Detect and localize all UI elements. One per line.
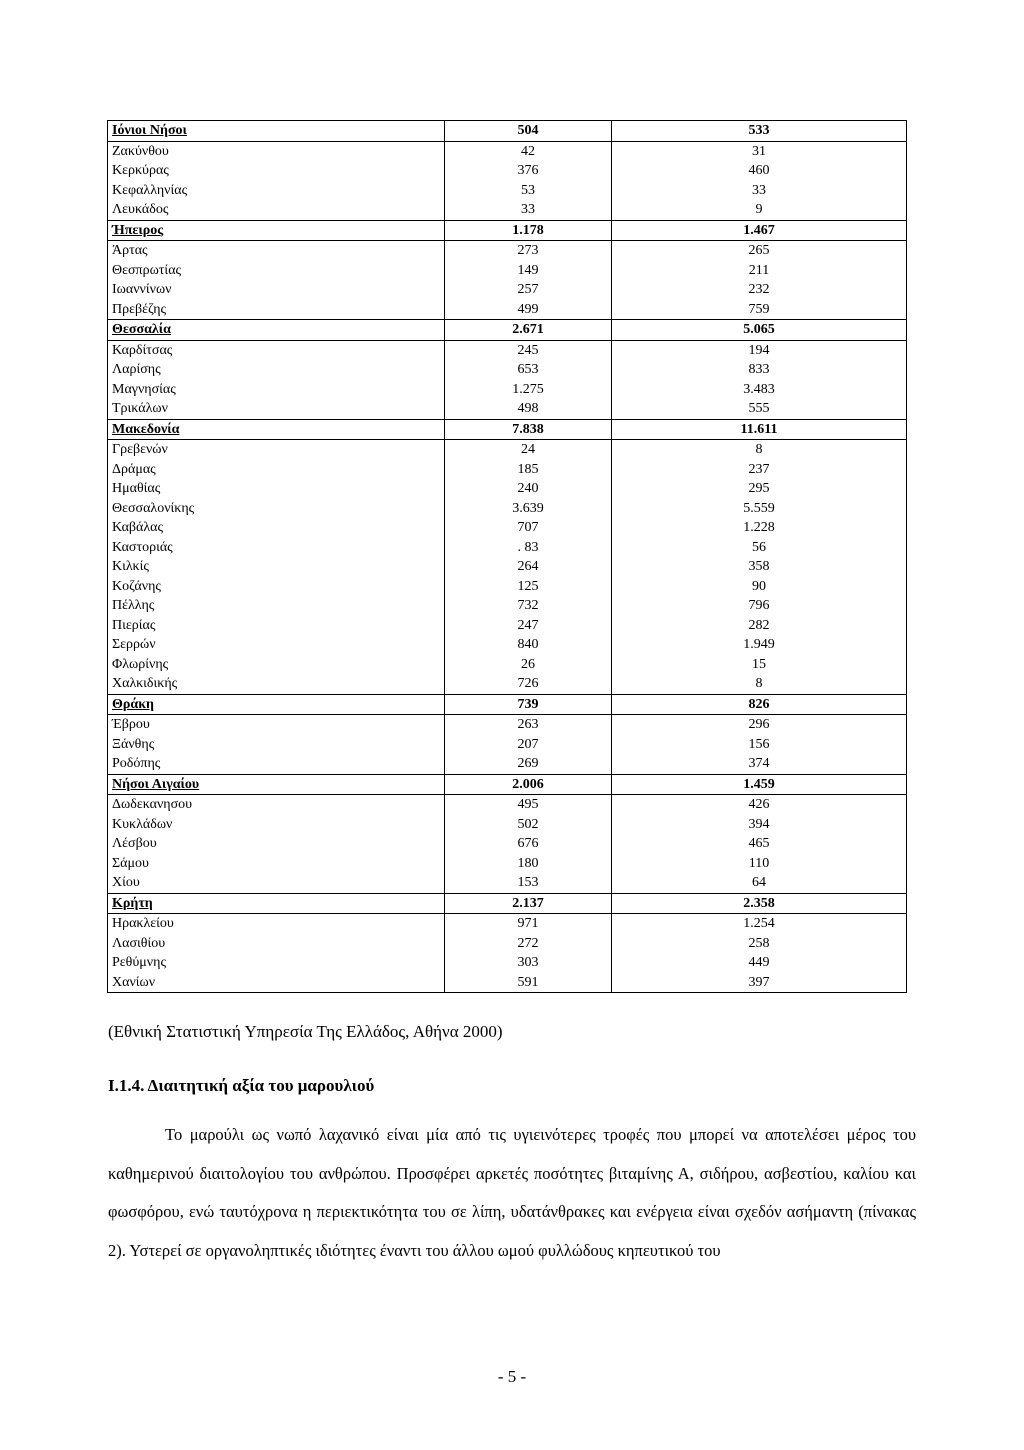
row-value-2-cell: 8	[612, 440, 907, 460]
row-name-cell: Ηρακλείου	[112, 916, 174, 931]
row-value-2-cell: 237	[612, 460, 907, 480]
table-row	[108, 655, 907, 675]
row-value-2-cell: 460	[612, 161, 907, 181]
row-name-cell: Καβάλας	[112, 520, 164, 535]
row-value-1-cell: 2.006	[445, 774, 612, 795]
row-value-1-cell: 504	[445, 121, 612, 142]
row-value-1-cell: 263	[445, 715, 612, 735]
table-row	[108, 460, 907, 480]
row-value-2-cell: 374	[612, 754, 907, 774]
region-row	[108, 694, 907, 715]
row-name-cell: Ξάνθης	[112, 736, 155, 752]
row-value-1-cell: 1.275	[445, 380, 612, 400]
table-row	[108, 674, 907, 694]
table-row	[108, 261, 907, 281]
row-value-2-cell: 295	[612, 479, 907, 499]
row-name-cell: Μακεδονία	[108, 419, 445, 440]
table-body	[108, 121, 907, 993]
row-name-cell: Μαγνησίας	[112, 381, 176, 397]
row-name-cell: Έβρου	[112, 717, 150, 732]
row-name-cell: Δωδεκανησου	[112, 797, 193, 812]
table-row	[108, 815, 907, 835]
table-row	[108, 360, 907, 380]
row-name-cell: Λασιθίου	[112, 935, 166, 951]
row-value-1-cell: 707	[445, 518, 612, 538]
table-row	[108, 499, 907, 519]
row-value-2-cell: 555	[612, 399, 907, 419]
row-value-1-cell: 53	[445, 181, 612, 201]
table-row	[108, 557, 907, 577]
row-name-cell: Άρτας	[112, 243, 148, 258]
row-name-cell: Καρδίτσας	[112, 342, 173, 358]
row-value-2-cell: 8	[612, 674, 907, 694]
row-value-1-cell: 739	[445, 694, 612, 715]
row-value-1-cell: 676	[445, 834, 612, 854]
row-name-cell: Θεσπρωτίας	[112, 262, 182, 278]
row-value-1-cell: 33	[445, 200, 612, 220]
row-value-2-cell: 90	[612, 577, 907, 597]
row-name-cell: Ημαθίας	[112, 481, 161, 496]
row-name-cell: Θεσσαλία	[108, 320, 445, 341]
row-name-cell: Ιωαννίνων	[112, 282, 172, 297]
region-row	[108, 774, 907, 795]
row-value-2-cell: 397	[612, 973, 907, 993]
page-number: - 5 -	[497, 1367, 527, 1386]
row-value-1-cell: 591	[445, 973, 612, 993]
production-table	[107, 120, 907, 993]
row-value-1-cell: 185	[445, 460, 612, 480]
table-row	[108, 241, 907, 261]
row-value-2-cell: 3.483	[612, 380, 907, 400]
row-value-1-cell: 653	[445, 360, 612, 380]
row-value-2-cell: 232	[612, 280, 907, 300]
row-value-2-cell: 1.949	[612, 635, 907, 655]
table-row	[108, 141, 907, 161]
table-row	[108, 380, 907, 400]
row-value-1-cell: 7.838	[445, 419, 612, 440]
row-name-cell: Σερρών	[112, 637, 156, 652]
row-value-1-cell: 376	[445, 161, 612, 181]
row-value-1-cell: 245	[445, 340, 612, 360]
row-value-2-cell: 64	[612, 873, 907, 893]
table-row	[108, 953, 907, 973]
row-value-2-cell: 258	[612, 934, 907, 954]
table-row	[108, 873, 907, 893]
row-value-2-cell: 11.611	[612, 419, 907, 440]
body-paragraph: Το μαρούλι ως νωπό λαχανικό είναι μία από τις υγιεινότερες τροφές που μπορεί να αποτελέσει μέρος του καθημερινού διαιτολογίου του ανθρώπου. Προσφέρει αρκετές ποσότητες βιταμίνης Α, σιδήρου, ασβεστίου, καλίου και φωσφόρου, ενώ ταυτόχρονα η περιεκτικότητα του σε λίπη, υδατάνθρακες και ενέργεια είναι σχεδόν ασήμαντη (πίνακας 2). Υστερεί σε οργανοληπτικές ιδιότητες έναντι του άλλου ωμού φυλλώδους κηπευτικού του	[108, 1125, 916, 1260]
row-value-2-cell: 5.559	[612, 499, 907, 519]
row-value-1-cell: 273	[445, 241, 612, 261]
row-name-cell: Χαλκιδικής	[112, 676, 178, 691]
table-row	[108, 854, 907, 874]
row-value-2-cell: 110	[612, 854, 907, 874]
row-value-1-cell: 499	[445, 300, 612, 320]
row-value-1-cell: 26	[445, 655, 612, 675]
row-value-1-cell: 2.671	[445, 320, 612, 341]
row-value-2-cell: 826	[612, 694, 907, 715]
table-row	[108, 635, 907, 655]
region-row	[108, 320, 907, 341]
row-name-cell: Κεφαλληνίας	[112, 182, 188, 198]
row-name-cell: Ρεθύμνης	[112, 955, 167, 970]
row-value-1-cell: 732	[445, 596, 612, 616]
row-name-cell: Ιόνιοι Νήσοι	[108, 121, 445, 142]
region-row	[108, 419, 907, 440]
region-row	[108, 220, 907, 241]
row-value-1-cell: 726	[445, 674, 612, 694]
row-value-2-cell: 358	[612, 557, 907, 577]
row-value-2-cell: 394	[612, 815, 907, 835]
row-value-2-cell: 449	[612, 953, 907, 973]
row-name-cell: Ζακύνθου	[112, 143, 169, 159]
row-value-2-cell: 31	[612, 141, 907, 161]
row-value-1-cell: 3.639	[445, 499, 612, 519]
row-value-1-cell: 180	[445, 854, 612, 874]
row-value-2-cell: 426	[612, 795, 907, 815]
row-value-1-cell: 247	[445, 616, 612, 636]
table-row	[108, 479, 907, 499]
row-value-2-cell: 533	[612, 121, 907, 142]
row-name-cell: Καστοριάς	[112, 539, 173, 555]
row-name-cell: Χανίων	[112, 974, 156, 990]
row-value-2-cell: 1.459	[612, 774, 907, 795]
table-row	[108, 161, 907, 181]
row-value-1-cell: 971	[445, 914, 612, 934]
row-value-1-cell: 24	[445, 440, 612, 460]
row-value-1-cell: . 83	[445, 538, 612, 558]
row-name-cell: Λαρίσης	[112, 362, 161, 377]
table-row	[108, 754, 907, 774]
row-value-2-cell: 15	[612, 655, 907, 675]
row-value-1-cell: 125	[445, 577, 612, 597]
row-name-cell: Σάμου	[112, 855, 149, 871]
region-row	[108, 121, 907, 142]
row-name-cell: Λευκάδος	[112, 202, 169, 217]
row-value-2-cell: 5.065	[612, 320, 907, 341]
row-name-cell: Νήσοι Αιγαίου	[108, 774, 445, 795]
row-value-1-cell: 303	[445, 953, 612, 973]
row-name-cell: Κιλκίς	[112, 559, 149, 574]
row-name-cell: Πρεβέζης	[112, 301, 167, 317]
row-name-cell: Θεσσαλονίκης	[112, 500, 195, 516]
row-name-cell: Πέλλης	[112, 598, 155, 613]
row-name-cell: Δράμας	[112, 461, 156, 477]
table-row	[108, 440, 907, 460]
row-value-1-cell: 1.178	[445, 220, 612, 241]
table-row	[108, 795, 907, 815]
row-name-cell: Κρήτη	[108, 893, 445, 914]
row-value-1-cell: 257	[445, 280, 612, 300]
row-name-cell: Θράκη	[108, 694, 445, 715]
table-row	[108, 616, 907, 636]
row-name-cell: Λέσβου	[112, 836, 157, 851]
row-value-1-cell: 153	[445, 873, 612, 893]
row-name-cell: Χίου	[112, 875, 140, 890]
row-value-2-cell: 194	[612, 340, 907, 360]
row-value-1-cell: 272	[445, 934, 612, 954]
row-name-cell: Κοζάνης	[112, 578, 161, 594]
table-source: (Εθνική Στατιστική Υπηρεσία Της Ελλάδος, Αθήνα 2000)	[108, 1022, 503, 1041]
row-value-2-cell: 833	[612, 360, 907, 380]
table-row	[108, 200, 907, 220]
table-row	[108, 715, 907, 735]
table-row	[108, 538, 907, 558]
row-value-2-cell: 211	[612, 261, 907, 281]
row-value-2-cell: 1.467	[612, 220, 907, 241]
table-row	[108, 340, 907, 360]
row-value-2-cell: 156	[612, 735, 907, 755]
row-name-cell: Κυκλάδων	[112, 816, 173, 832]
table-row	[108, 181, 907, 201]
row-value-2-cell: 296	[612, 715, 907, 735]
table-row	[108, 914, 907, 934]
row-value-1-cell: 42	[445, 141, 612, 161]
row-value-2-cell: 465	[612, 834, 907, 854]
row-value-2-cell: 33	[612, 181, 907, 201]
table-row	[108, 735, 907, 755]
row-value-2-cell: 1.254	[612, 914, 907, 934]
table-row	[108, 834, 907, 854]
row-value-1-cell: 2.137	[445, 893, 612, 914]
row-value-1-cell: 840	[445, 635, 612, 655]
table-row	[108, 577, 907, 597]
row-value-1-cell: 149	[445, 261, 612, 281]
row-value-1-cell: 502	[445, 815, 612, 835]
row-value-2-cell: 1.228	[612, 518, 907, 538]
row-name-cell: Τρικάλων	[112, 401, 168, 416]
row-name-cell: Πιερίας	[112, 617, 156, 633]
table-row	[108, 399, 907, 419]
row-value-1-cell: 240	[445, 479, 612, 499]
table-row	[108, 973, 907, 993]
table-row	[108, 596, 907, 616]
row-value-2-cell: 2.358	[612, 893, 907, 914]
row-value-2-cell: 265	[612, 241, 907, 261]
row-value-1-cell: 495	[445, 795, 612, 815]
row-value-2-cell: 759	[612, 300, 907, 320]
row-name-cell: Κερκύρας	[112, 163, 169, 178]
row-name-cell: Ροδόπης	[112, 756, 161, 771]
row-value-2-cell: 9	[612, 200, 907, 220]
row-name-cell: Γρεβενών	[112, 442, 168, 457]
row-name-cell: Φλωρίνης	[112, 656, 169, 672]
row-value-2-cell: 796	[612, 596, 907, 616]
section-heading: Ι.1.4. Διαιτητική αξία του μαρουλιού	[108, 1076, 375, 1095]
row-value-2-cell: 282	[612, 616, 907, 636]
table-row	[108, 934, 907, 954]
table-row	[108, 518, 907, 538]
table-row	[108, 280, 907, 300]
region-row	[108, 893, 907, 914]
row-value-1-cell: 269	[445, 754, 612, 774]
row-name-cell: Ήπειρος	[108, 220, 445, 241]
row-value-1-cell: 207	[445, 735, 612, 755]
row-value-1-cell: 264	[445, 557, 612, 577]
row-value-1-cell: 498	[445, 399, 612, 419]
table-row	[108, 300, 907, 320]
row-value-2-cell: 56	[612, 538, 907, 558]
